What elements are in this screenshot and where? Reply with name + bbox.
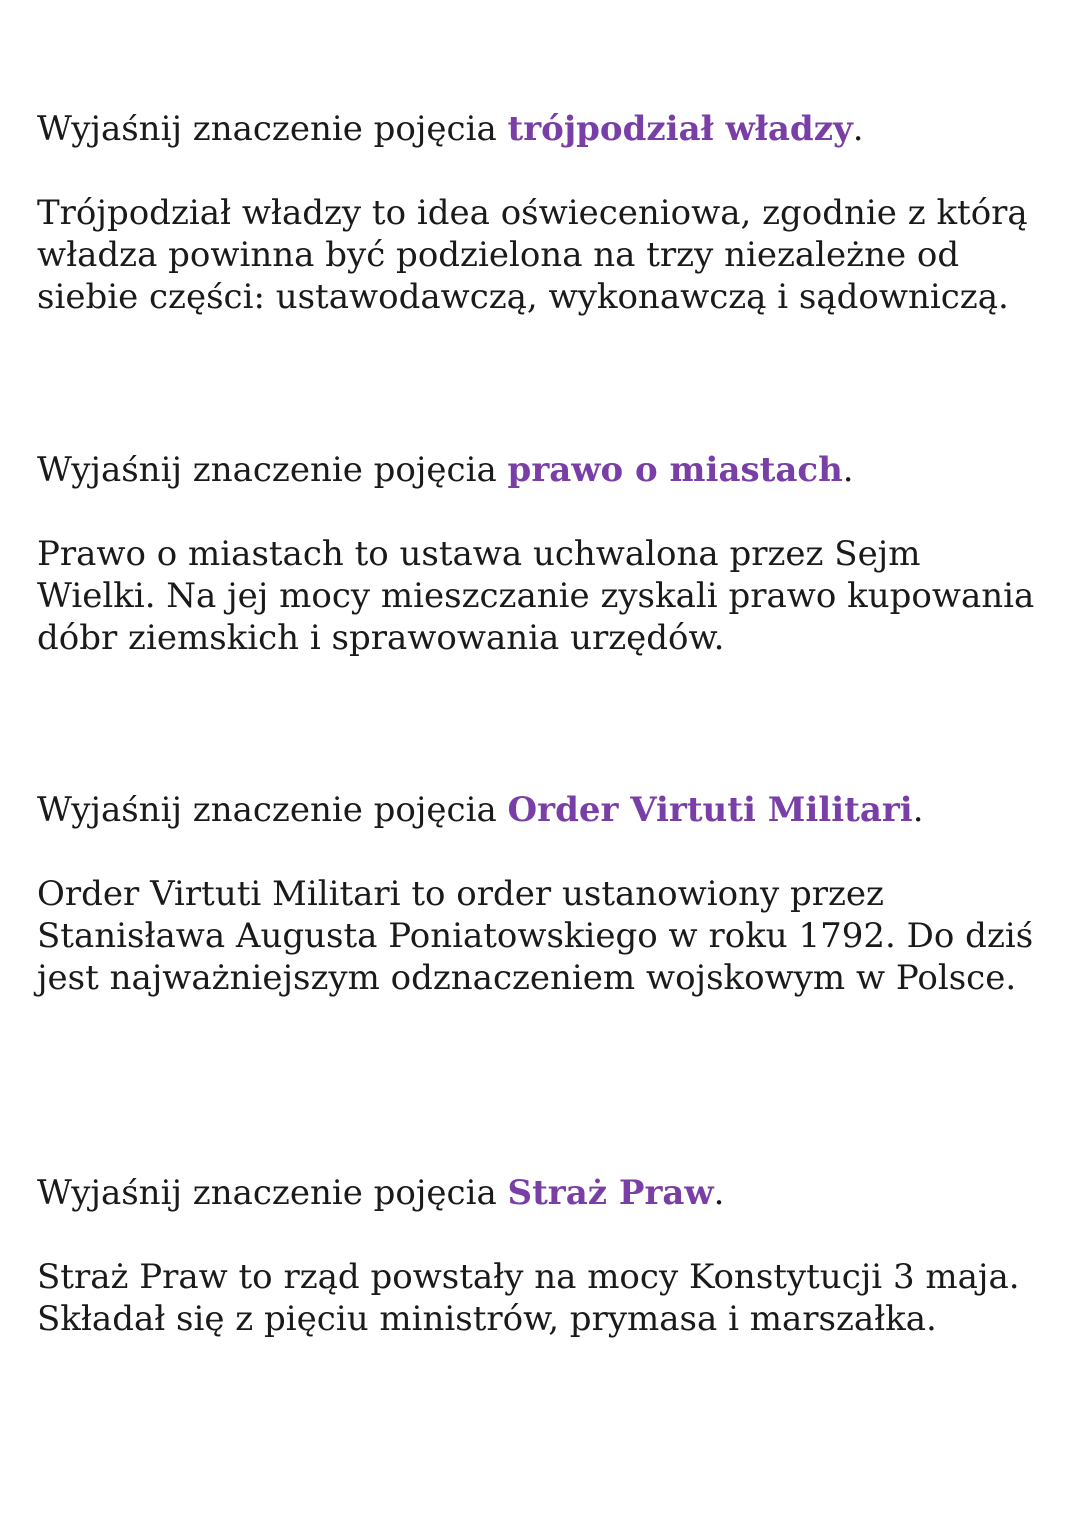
term: prawo o miastach bbox=[507, 450, 843, 490]
question-suffix: . bbox=[842, 450, 854, 490]
question bbox=[37, 1172, 1047, 1214]
term: Straż Praw bbox=[507, 1173, 714, 1213]
answer: Order Virtuti Militari to order ustanowiony przez Stanisława Augusta Poniatowskiego w roku 1792. Do dziś jest najważniejszym odznaczeniem wojskowym w Polsce. bbox=[37, 874, 1034, 998]
definition-entry bbox=[37, 789, 1047, 998]
question-suffix: . bbox=[912, 790, 924, 830]
question-suffix: . bbox=[852, 109, 864, 149]
term: Order Virtuti Militari bbox=[507, 790, 913, 830]
question-prefix: Wyjaśnij znaczenie pojęcia bbox=[37, 790, 508, 830]
answer: Straż Praw to rząd powstały na mocy Konstytucji 3 maja. Składał się z pięciu ministrów, prymasa i marszałka. bbox=[37, 1257, 1020, 1339]
term: trójpodział władzy bbox=[507, 109, 853, 149]
question-suffix: . bbox=[713, 1173, 725, 1213]
question-prefix: Wyjaśnij znaczenie pojęcia bbox=[37, 109, 508, 149]
definition-entry bbox=[37, 449, 1047, 658]
question bbox=[37, 108, 1047, 150]
question-prefix: Wyjaśnij znaczenie pojęcia bbox=[37, 1173, 508, 1213]
answer: Trójpodział władzy to idea oświeceniowa, zgodnie z którą władza powinna być podzielona na trzy niezależne od siebie części: ustawodawczą, wykonawczą i sądowniczą. bbox=[37, 193, 1028, 317]
question bbox=[37, 789, 1047, 831]
question bbox=[37, 449, 1047, 491]
definition-entry bbox=[37, 108, 1047, 317]
answer: Prawo o miastach to ustawa uchwalona przez Sejm Wielki. Na jej mocy mieszczanie zyskali prawo kupowania dóbr ziemskich i sprawowania urzędów. bbox=[37, 534, 1035, 658]
definition-entry bbox=[37, 1172, 1047, 1339]
question-prefix: Wyjaśnij znaczenie pojęcia bbox=[37, 450, 508, 490]
